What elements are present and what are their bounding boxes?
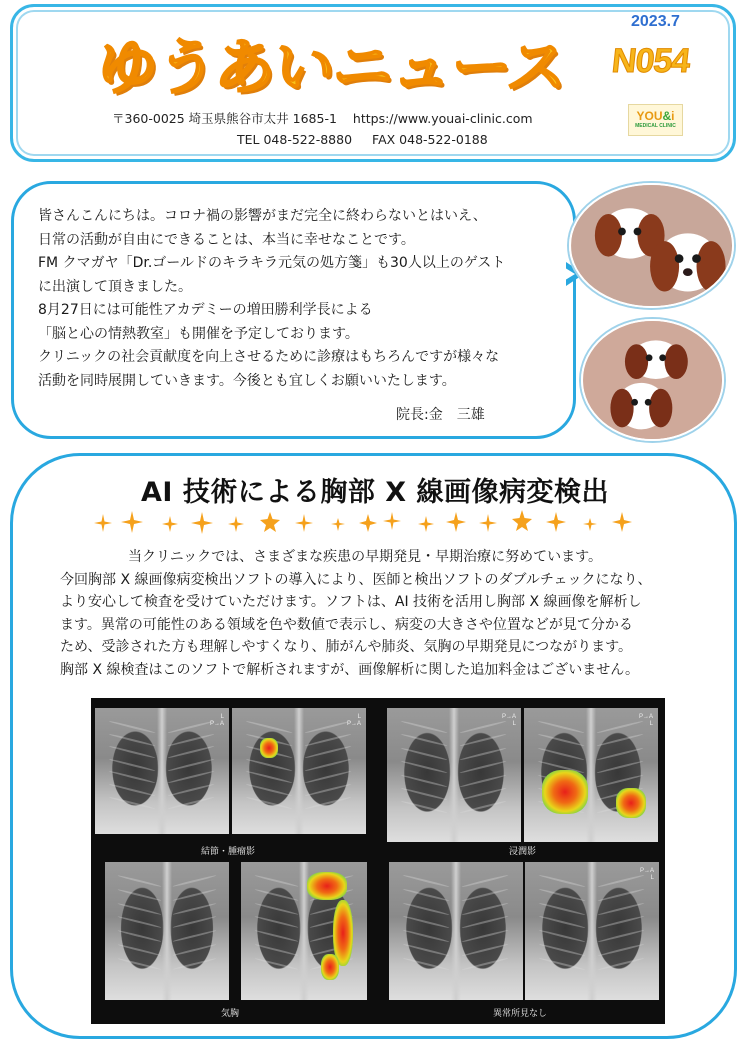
greeting-line: FM クマガヤ「Dr.ゴールドのキラキラ元気の処方箋」も30人以上のゲスト [38,255,506,271]
ai-body-line: 当クリニックでは、さまざまな疾患の早期発見・早期治療に努めています。 [128,549,603,565]
heatmap-nodule [260,738,278,758]
greeting-line: 皆さんこんにちは。コロナ禍の影響がまだ完全に終わらないとはいえ、 [38,208,487,224]
greeting-line: に出演して頂きました。 [38,278,192,295]
ai-section-body [60,546,700,681]
ai-body-line: より安心して検査を受けていただけます。ソフトは、AI 技術を活用し胸部 X 線画像を解析し [60,594,642,610]
ai-section-title: AI 技術による胸部 X 線画像病変検出 [141,477,609,508]
greeting-line: 日常の活動が自由にできることは、本当に幸せなことです。 [38,231,415,248]
dog-photo-2-image [583,321,722,439]
clinic-url-link[interactable]: https://www.youai-clinic.com [352,111,533,126]
xray-image: P→A L [387,708,521,842]
xray-image: L P→A [95,708,229,834]
xray-label-pneumothorax: 気胸 [221,1009,240,1019]
clinic-fax: FAX 048-522-0188 [372,132,488,147]
issue-number: N054 [610,42,692,80]
xray-label-nodule: 結節・腫瘤影 [201,847,256,857]
xray-label-no-findings: 異常所見なし [493,1009,548,1019]
xray-image-annotated: L P→A [232,708,366,834]
ai-body-line: 胸部 X 線検査はこのソフトで解析されますが、画像解析に関した追加料金はございません。 [60,661,640,678]
clinic-address-line [112,109,533,127]
clinic-address: 〒360-0025 埼玉県熊谷市太井 1685-1 [112,111,337,126]
greeting-line: 8月27日には可能性アカデミーの増田勝利学長による [38,302,373,318]
ai-body-line: ます。異常の可能性のある領域を色や数値で表示し、病変の大きさや位置などが見て分かる [60,616,633,633]
star-icon-row [94,510,632,534]
clinic-contact-line [237,132,488,147]
logo-main-text: YOU&i [636,109,675,123]
xray-image-annotated [241,862,367,1000]
greeting-line: 「脳と心の情熱教室」も開催を予定しております。 [38,325,359,342]
greeting-line: クリニックの社会貢献度を向上させるために診療はもちろんですが様々な [38,349,500,365]
clinic-tel: TEL 048-522-8880 [237,132,353,147]
director-signature: 院長:金 三雄 [396,407,485,423]
greeting-text [38,205,558,393]
greeting-line: 活動を同時展開していきます。今後とも宜しくお願いいたします。 [38,372,456,389]
xray-figure-panel [91,698,665,1024]
heatmap-infiltration-left [616,788,646,818]
heatmap-pneumothorax-upper [307,872,347,900]
dog-photo-1 [569,183,734,308]
newsletter-title: ゆうあいニュース [93,33,571,103]
xray-image [389,862,523,1000]
logo-sub-text: MEDICAL CLINIC [635,123,676,129]
xray-label-infiltration: 浸潤影 [509,847,537,857]
issue-date: 2023.7 [631,13,680,30]
dog-photo-1-image [571,185,732,306]
ai-body-line: 今回胸部 X 線画像病変検出ソフトの導入により、医師と検出ソフトのダブルチェックになり、 [60,571,652,588]
clinic-logo [628,104,683,136]
xray-image [105,862,229,1000]
ai-body-line: ため、受診された方も理解しやすくなり、肺がんや肺炎、気胸の早期発見につながります。 [60,639,633,655]
heatmap-infiltration-right [542,770,588,814]
dog-photo-2 [581,319,724,441]
xray-image-annotated: P→A L [524,708,658,842]
star-decoration [90,508,660,538]
xray-image-annotated: P→A L [525,862,659,1000]
heatmap-pneumothorax-lower [321,954,339,980]
